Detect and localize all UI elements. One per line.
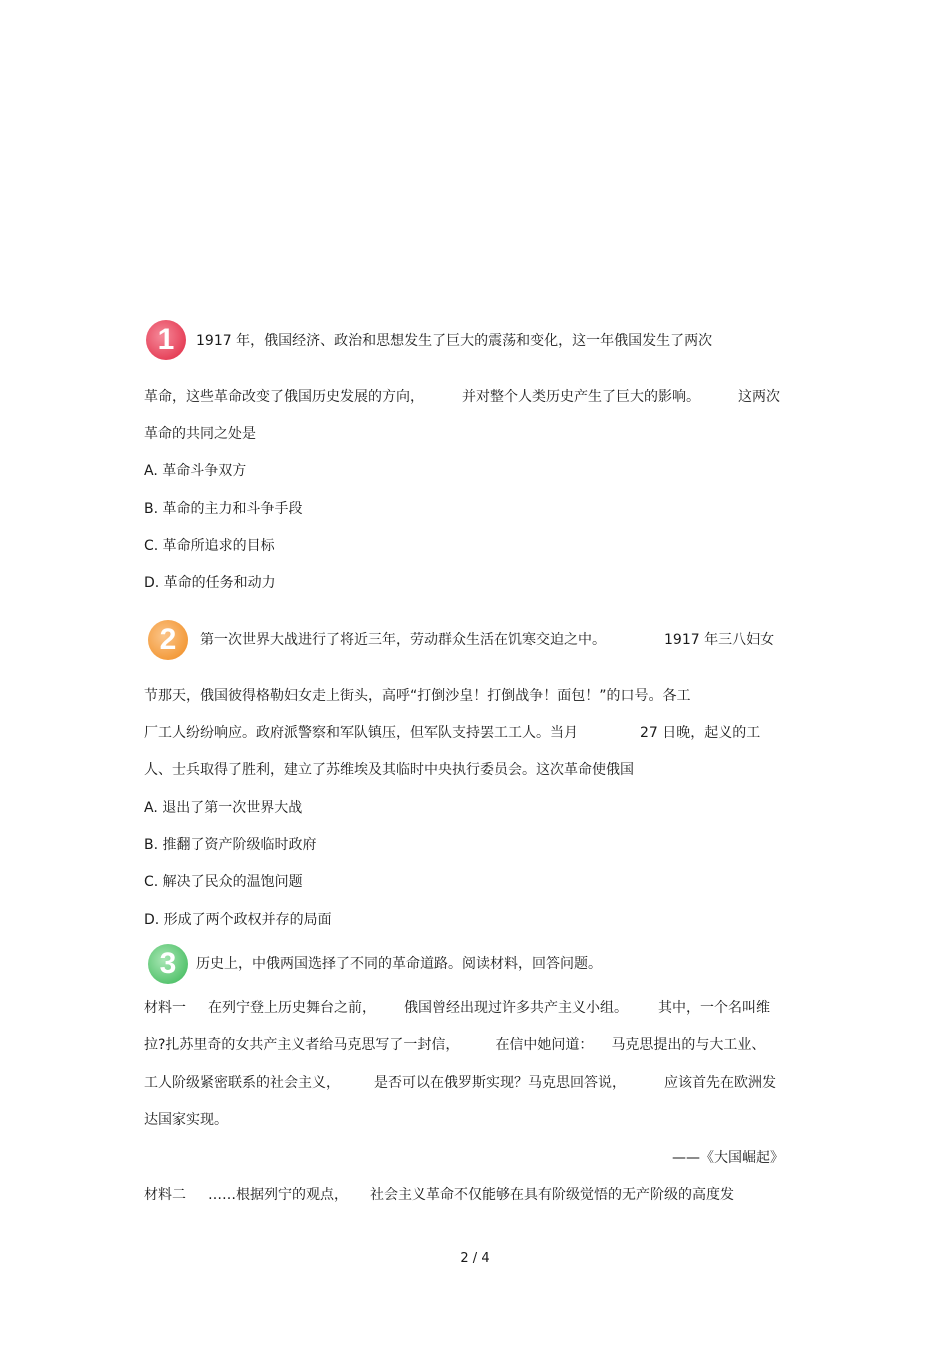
q2-stem-line-4: 人、士兵取得了胜利，建立了苏维埃及其临时中央执行委员会。这次革命使俄国 (144, 762, 634, 778)
q2-stem-line-3 (144, 723, 760, 743)
q1-text-c: 这两次 (738, 389, 780, 405)
q1-number: 1 (157, 323, 175, 356)
q1-stem-line-1: 1917 年，俄国经济、政治和思想发生了巨大的震荡和变化，这一年俄国发生了两次 (196, 333, 713, 349)
m2-t2: 社会主义革命不仅能够在具有阶级觉悟的无产阶级的高度发 (370, 1187, 734, 1203)
q3-number: 3 (159, 947, 177, 980)
q2-option-c[interactable]: C. 解决了民众的温饱问题 (144, 874, 303, 890)
q3-material-1-line-3 (144, 1073, 776, 1093)
q3-material-1-line-4: 达国家实现。 (144, 1112, 228, 1128)
m1-label: 材料一 (144, 1000, 186, 1016)
q1-option-b[interactable]: B. 革命的主力和斗争手段 (144, 501, 303, 517)
q3-intro: 历史上，中俄两国选择了不同的革命道路。阅读材料，回答问题。 (196, 956, 602, 972)
m1-t9: 应该首先在欧洲发 (664, 1075, 776, 1091)
q2-option-b[interactable]: B. 推翻了资产阶级临时政府 (144, 837, 317, 853)
page-number: 2 / 4 (460, 1251, 490, 1266)
m1-t7: 工人阶级紧密联系的社会主义， (144, 1075, 340, 1091)
q1-text-b: 并对整个人类历史产生了巨大的影响。 (462, 389, 700, 405)
m1-t3: 其中，一个名叫维 (658, 1000, 770, 1016)
question-3-number-icon (148, 944, 188, 984)
q1-stem-line-3: 革命的共同之处是 (144, 426, 256, 442)
q1-text-a: 革命，这些革命改变了俄国历史发展的方向， (144, 389, 424, 405)
q2-option-a[interactable]: A. 退出了第一次世界大战 (144, 800, 303, 816)
m2-label: 材料二 (144, 1187, 186, 1203)
q3-material-1-source: ——《大国崛起》 (672, 1150, 784, 1166)
q2-stem-line-2: 节那天，俄国彼得格勒妇女走上街头，高呼“打倒沙皇！打倒战争！面包！”的口号。各工 (144, 688, 691, 704)
q3-material-2-line-1 (144, 1185, 734, 1205)
m1-t4: 拉?扎苏里奇的女共产主义者给马克思写了一封信， (144, 1037, 460, 1053)
m1-t6: 马克思提出的与大工业、 (611, 1037, 766, 1053)
question-1-number-icon (146, 320, 186, 360)
q1-stem-line-2 (144, 387, 780, 407)
q1-option-a[interactable]: A. 革命斗争双方 (144, 463, 247, 479)
m2-t1: ……根据列宁的观点， (208, 1187, 348, 1203)
m1-t2: 俄国曾经出现过许多共产主义小组。 (404, 1000, 628, 1016)
question-2-number-icon (148, 620, 188, 660)
q3-material-1-line-1 (144, 998, 770, 1018)
m1-t1: 在列宁登上历史舞台之前， (208, 1000, 376, 1016)
q1-option-d[interactable]: D. 革命的任务和动力 (144, 575, 276, 591)
q2-stem-line-1 (200, 630, 774, 650)
q1-option-c[interactable]: C. 革命所追求的目标 (144, 538, 275, 554)
m1-t5: 在信中她问道： (495, 1037, 594, 1053)
q2-text-c: 厂工人纷纷响应。政府派警察和军队镇压，但军队支持罢工工人。当月 (144, 725, 578, 741)
q2-number: 2 (159, 623, 177, 656)
q2-text-a: 第一次世界大战进行了将近三年，劳动群众生活在饥寒交迫之中。 (200, 632, 606, 648)
q2-text-b: 1917 年三八妇女 (664, 632, 775, 648)
m1-t8: 是否可以在俄罗斯实现？马克思回答说， (374, 1075, 626, 1091)
q2-text-d: 27 日晚，起义的工 (640, 725, 761, 741)
q3-material-1-line-2 (144, 1035, 765, 1055)
q2-option-d[interactable]: D. 形成了两个政权并存的局面 (144, 912, 332, 928)
